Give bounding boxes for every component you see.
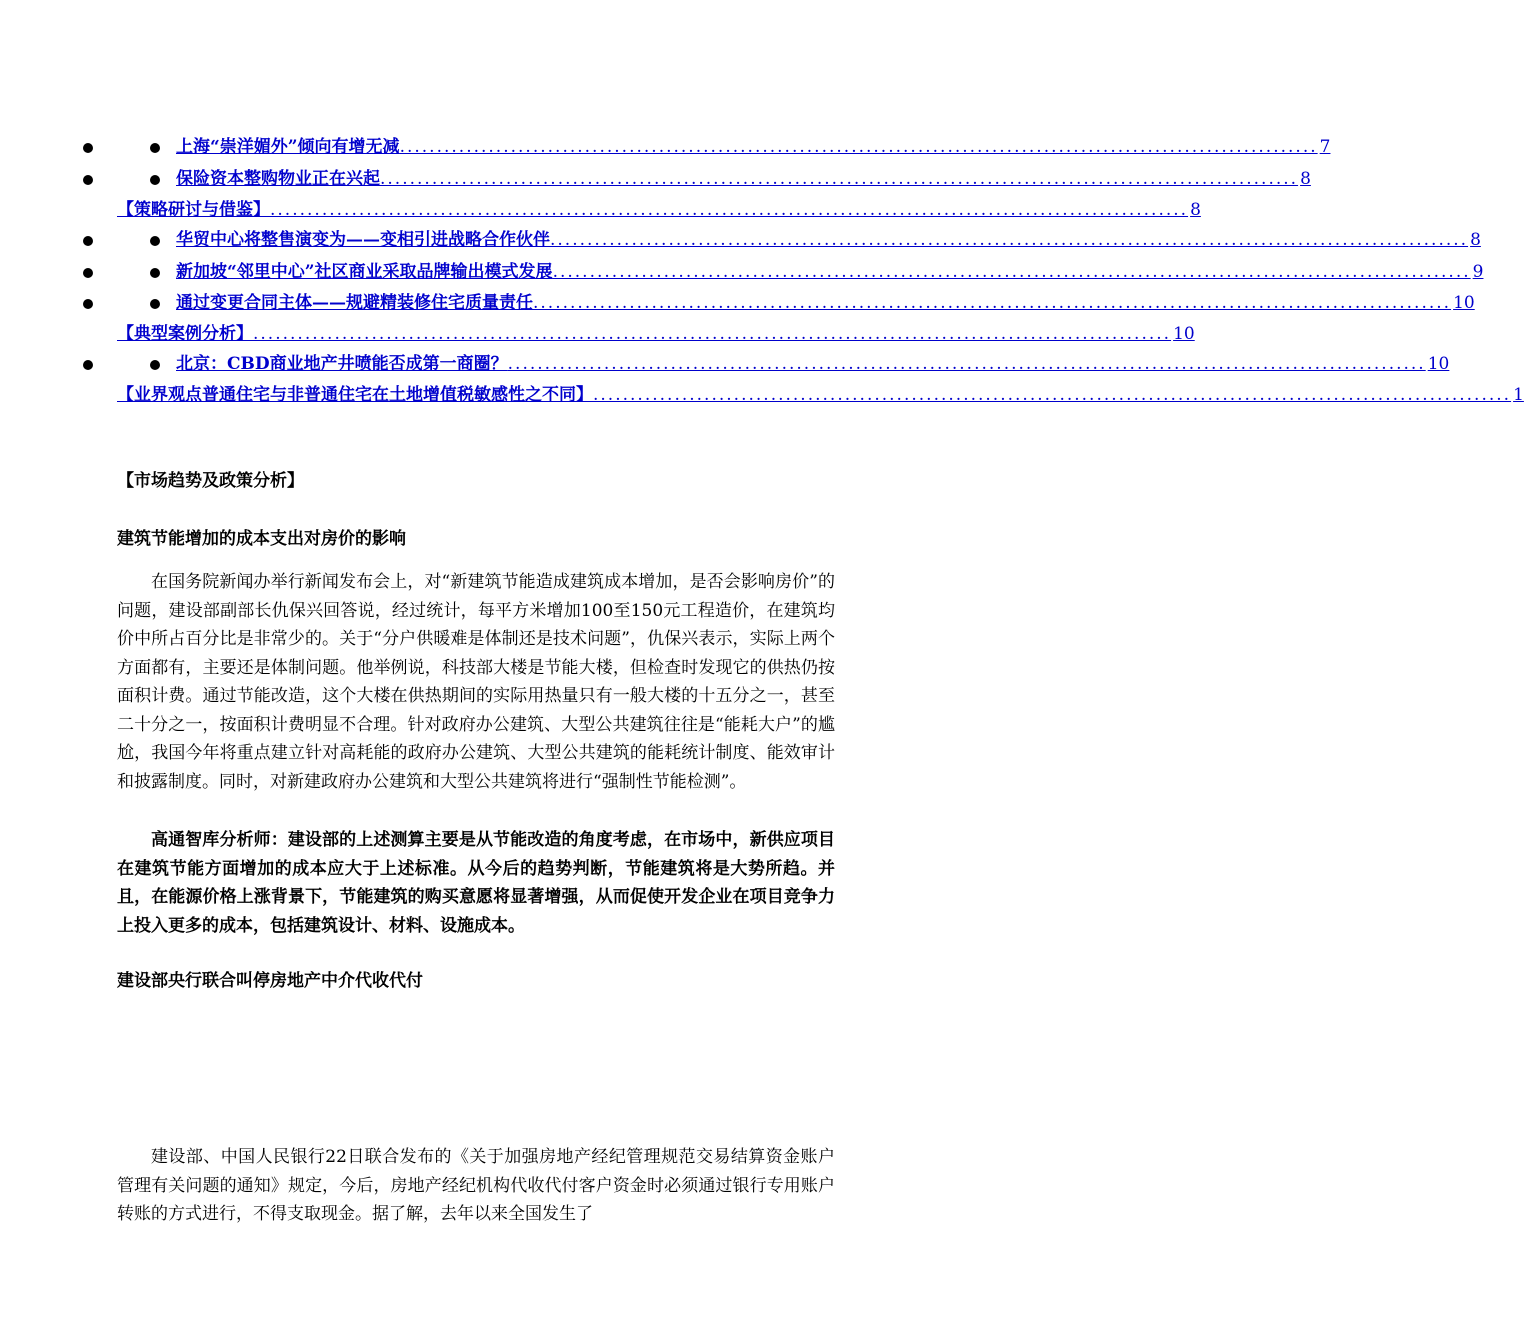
- toc-title: 上海“崇洋媚外”倾向有增无减: [176, 137, 400, 157]
- toc-leader: ............................................................................................................................: [550, 230, 1469, 250]
- toc-page-number: 8: [1300, 169, 1311, 189]
- bullet-icon: [150, 299, 160, 309]
- toc-title: 【策略研讨与借鉴】: [117, 200, 270, 220]
- toc-entry[interactable]: [0, 292, 1475, 322]
- bullet-icon: [83, 268, 93, 278]
- article-body: 建设部、中国人民银行22日联合发布的《关于加强房地产经纪管理规范交易结算资金账户管理有关问题的通知》规定，今后，房地产经纪机构代收代付客户资金时必须通过银行专用账户转账的方式进行，不得支取现金。据了解，去年以来全国发生了: [117, 1147, 835, 1224]
- toc-page-number: 1: [1513, 385, 1524, 405]
- toc-title: 华贸中心将整售演变为——变相引进战略合作伙伴: [176, 230, 550, 250]
- toc-page-number: 10: [1453, 293, 1475, 313]
- toc-link[interactable]: [117, 384, 1524, 406]
- toc-leader: ............................................................................................................................: [593, 385, 1512, 405]
- toc-page-number: 8: [1470, 230, 1481, 250]
- toc-page-number: 8: [1190, 200, 1201, 220]
- bullet-icon: [83, 360, 93, 370]
- article-title: 建筑节能增加的成本支出对房价的影响: [117, 529, 406, 549]
- toc-title: 新加坡“邻里中心”社区商业采取品牌输出模式发展: [176, 262, 553, 282]
- toc-leader: ............................................................................................................................: [533, 293, 1452, 313]
- toc-entry[interactable]: [0, 261, 1484, 291]
- bullet-icon: [83, 236, 93, 246]
- toc-link[interactable]: [176, 229, 1481, 251]
- toc-leader: ............................................................................................................................: [507, 354, 1426, 374]
- toc-link[interactable]: [176, 292, 1475, 314]
- toc-leader: ............................................................................................................................: [270, 200, 1189, 220]
- bullet-icon: [150, 143, 160, 153]
- article-title: 建设部央行联合叫停房地产中介代收代付: [117, 971, 423, 991]
- toc-entry[interactable]: [0, 229, 1481, 259]
- toc-page-number: 9: [1472, 262, 1484, 282]
- toc-leader: ............................................................................................................................: [253, 324, 1172, 344]
- bullet-icon: [150, 268, 160, 278]
- toc-title: 【业界观点普通住宅与非普通住宅在土地增值税敏感性之不同】: [117, 385, 593, 405]
- bullet-icon: [150, 175, 160, 185]
- bullet-icon: [150, 360, 160, 370]
- toc-entry[interactable]: [0, 199, 1201, 229]
- toc-entry[interactable]: [0, 384, 1524, 414]
- toc-leader: ............................................................................................................................: [552, 262, 1471, 282]
- toc-title: 北京：CBD商业地产井喷能否成第一商圈？: [176, 354, 508, 374]
- toc-title: 通过变更合同主体——规避精装修住宅质量责任: [176, 293, 533, 313]
- toc-page-number: 7: [1319, 137, 1331, 157]
- toc-leader: ............................................................................................................................: [380, 169, 1299, 189]
- bullet-icon: [83, 299, 93, 309]
- toc-link[interactable]: [176, 353, 1450, 375]
- section-heading: 【市场趋势及政策分析】: [117, 471, 304, 491]
- toc-title: 保险资本整购物业正在兴起: [176, 169, 380, 189]
- toc-link[interactable]: [117, 199, 1201, 221]
- toc-title: 【典型案例分析】: [117, 324, 253, 344]
- toc-link[interactable]: [176, 168, 1311, 190]
- toc-entry[interactable]: [0, 136, 1331, 166]
- toc-link[interactable]: [176, 136, 1331, 158]
- toc-entry[interactable]: [0, 323, 1195, 353]
- bullet-icon: [150, 236, 160, 246]
- toc-page-number: 10: [1173, 324, 1195, 344]
- toc-leader: ............................................................................................................................: [399, 137, 1318, 157]
- article-body: 在国务院新闻办举行新闻发布会上，对“新建筑节能造成建筑成本增加，是否会影响房价”的问题，建设部副部长仇保兴回答说，经过统计，每平方米增加100至150元工程造价，在建筑均价中所占百分比是非常少的。关于“分户供暖难是体制还是技术问题”，仇保兴表示，实际上两个方面都有，主要还是体制问题。他举例说，科技部大楼是节能大楼，但检查时发现它的供热仍按面积计费。通过节能改造，这个大楼在供热期间的实际用热量只有一般大楼的十五分之一，甚至二十分之一，按面积计费明显不合理。针对政府办公建筑、大型公共建筑往往是“能耗大户”的尴尬，我国今年将重点建立针对高耗能的政府办公建筑、大型公共建筑的能耗统计制度、能效审计和披露制度。同时，对新建政府办公建筑和大型公共建筑将进行“强制性节能检测”。: [117, 572, 835, 792]
- bullet-icon: [83, 143, 93, 153]
- toc-entry[interactable]: [0, 353, 1450, 383]
- analyst-commentary: 高通智库分析师：建设部的上述测算主要是从节能改造的角度考虑，在市场中，新供应项目在建筑节能方面增加的成本应大于上述标准。从今后的趋势判断，节能建筑将是大势所趋。并且，在能源价格上涨背景下，节能建筑的购买意愿将显著增强，从而促使开发企业在项目竞争力上投入更多的成本，包括建筑设计、材料、设施成本。: [117, 830, 835, 936]
- bullet-icon: [83, 175, 93, 185]
- toc-link[interactable]: [117, 323, 1195, 345]
- toc-page-number: 10: [1427, 354, 1450, 374]
- toc-link[interactable]: [176, 261, 1484, 283]
- toc-entry[interactable]: [0, 168, 1311, 198]
